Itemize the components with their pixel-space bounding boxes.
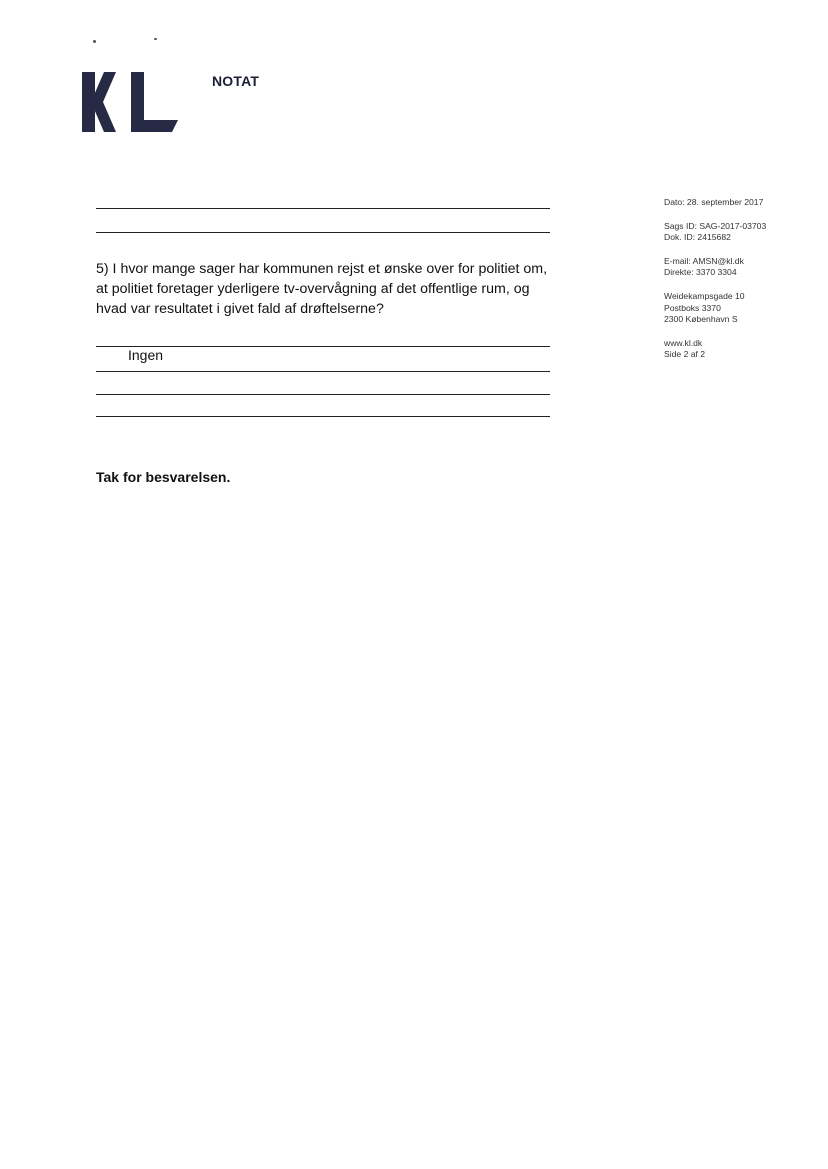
answer-text: Ingen bbox=[128, 347, 164, 363]
contact-group bbox=[664, 256, 824, 279]
answer-line bbox=[96, 394, 550, 395]
document-metadata bbox=[664, 197, 824, 373]
address-street: Weidekampsgade 10 bbox=[664, 290, 745, 301]
case-id: Sags ID: SAG-2017-03703 bbox=[664, 220, 767, 231]
kl-logo bbox=[82, 72, 178, 132]
scan-speck bbox=[154, 38, 157, 40]
case-id-group bbox=[664, 221, 824, 244]
address-city: 2300 København S bbox=[664, 314, 738, 325]
answer-line bbox=[96, 232, 550, 233]
website: www.kl.dk bbox=[664, 337, 703, 348]
date-group bbox=[664, 197, 824, 209]
address-group bbox=[664, 291, 824, 326]
document-type-label: NOTAT bbox=[212, 73, 260, 89]
closing-text: Tak for besvarelsen. bbox=[96, 469, 231, 485]
scan-speck bbox=[93, 40, 96, 43]
web-group bbox=[664, 338, 824, 361]
date: Dato: 28. september 2017 bbox=[664, 197, 764, 207]
question-5: 5) I hvor mange sager har kommunen rejst et ønske over for politiet om, at politiet foretager yderligere tv-overvågning af det offentlige rum, og hvad var resultatet i givet fald af drøftelserne? bbox=[96, 261, 548, 317]
direct-phone: Direkte: 3370 3304 bbox=[664, 267, 737, 278]
address-postbox: Postboks 3370 bbox=[664, 302, 721, 313]
answer-line bbox=[96, 346, 550, 347]
page-number: Side 2 af 2 bbox=[664, 349, 706, 360]
document-id: Dok. ID: 2415682 bbox=[664, 232, 731, 243]
answer-line bbox=[96, 371, 550, 372]
answer-line bbox=[96, 208, 550, 209]
email: E-mail: AMSN@kl.dk bbox=[664, 255, 744, 266]
answer-line bbox=[96, 416, 550, 417]
